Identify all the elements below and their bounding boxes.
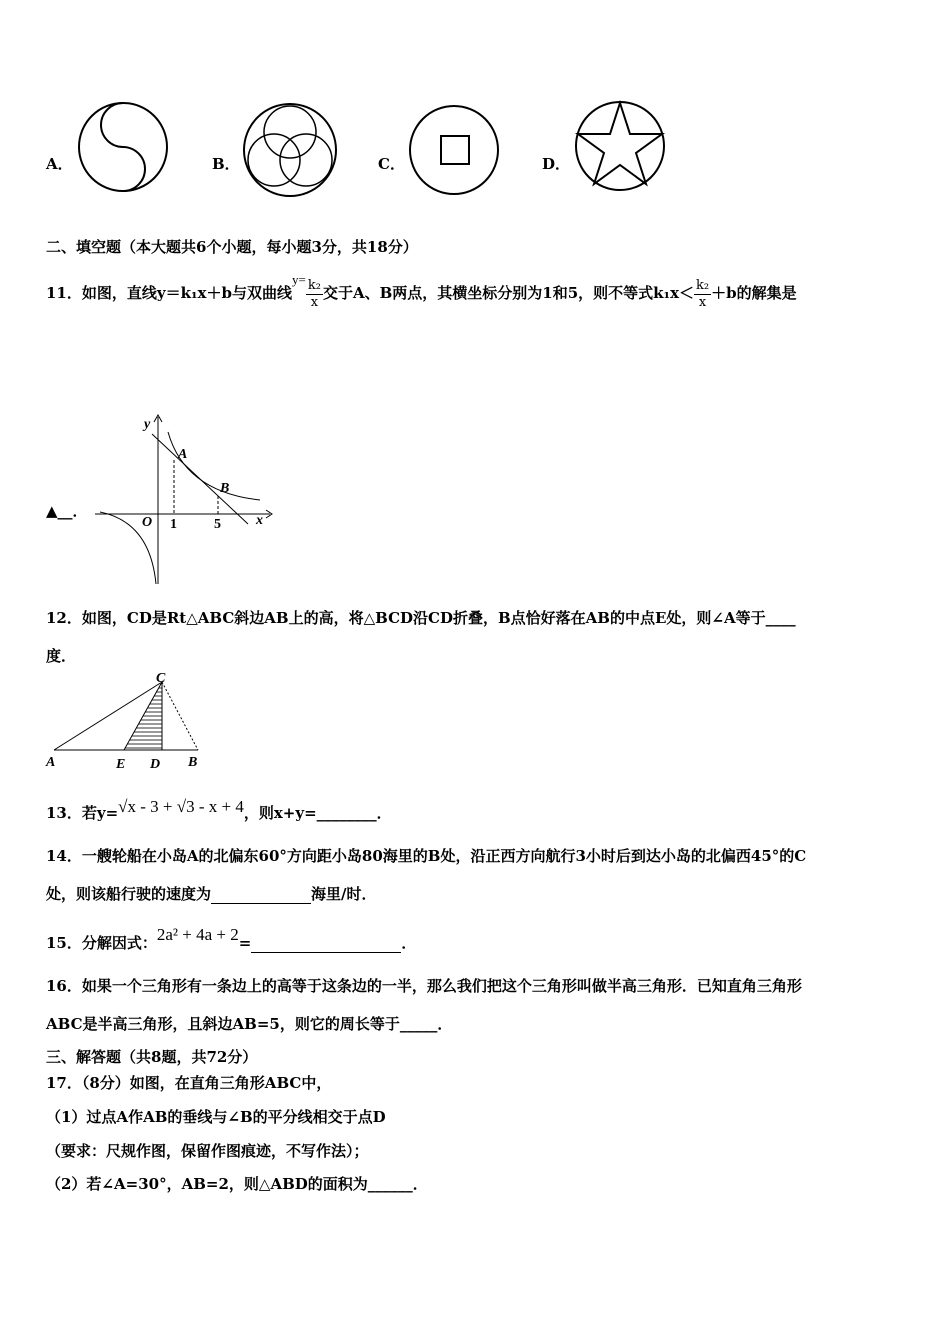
denominator: x [310, 294, 319, 310]
answer-marker: ▲ [46, 502, 58, 520]
q13-text-1: 13．若y= [46, 804, 119, 822]
q14-text: 处，则该船行驶的速度为 [46, 885, 212, 903]
option-a-label: A． [46, 155, 73, 173]
q17-line-1: 17．（8分）如图，在直角三角形ABC中， [46, 1074, 332, 1092]
question-15 [46, 925, 416, 953]
q13-expression: √x - 3 + √3 - x + 4 [118, 797, 244, 816]
q17-line-2: （1）过点A作AB的垂线与∠B的平分线相交于点D [46, 1108, 386, 1126]
tick-1-label: 1 [170, 517, 177, 532]
option-b-three-circles-figure [240, 102, 340, 198]
q17-line-3: （要求：尺规作图，保留作图痕迹，不写作法）； [46, 1142, 369, 1160]
q11-fraction-1 [306, 278, 323, 311]
question-11 [46, 272, 797, 311]
q14-line-1: 14．一艘轮船在小岛A的北偏东60°方向距小岛80海里的B处，沿正西方向航行3小时后到达小岛的北偏西45°的C [46, 847, 807, 865]
option-b-label: B． [212, 155, 240, 173]
point-a-label: A [46, 755, 56, 770]
y-axis-label: y [144, 417, 151, 432]
q11-fraction-2 [694, 278, 711, 311]
q14-unit: 海里/时． [311, 885, 377, 903]
q12-triangle-figure [42, 670, 212, 775]
q17-line-4: （2）若∠A=30°，AB=2，则△ABD的面积为______． [46, 1175, 428, 1193]
q15-text: 15．分解因式： [46, 934, 157, 952]
numerator: k₂ [696, 277, 710, 293]
point-b-label: B [188, 755, 198, 770]
q15-expression: 2a² + 4a + 2 [156, 925, 239, 944]
option-c-coin-figure [406, 104, 504, 196]
option-a-yin-yang-figure [76, 100, 172, 196]
option-d-label: D． [542, 155, 571, 173]
x-axis-label: x [256, 513, 263, 528]
section-3-title: 三、解答题（共8题，共72分） [46, 1048, 258, 1066]
tick-5-label: 5 [214, 517, 221, 532]
option-d-star-figure [574, 100, 668, 192]
point-e-label: E [116, 757, 126, 772]
q11-answer [46, 500, 88, 521]
q15-equals: = [238, 934, 252, 952]
question-13 [46, 797, 392, 823]
section-2-title: 二、填空题（本大题共6个小题，每小题3分，共18分） [46, 238, 418, 256]
point-c-label: C [156, 671, 166, 686]
q11-graph-figure [90, 412, 280, 587]
q16-line-1: 16．如果一个三角形有一条边上的高等于这条边的一半，那么我们把这个三角形叫做半高三角形．已知直角三角形 [46, 977, 802, 995]
numerator: k₂ [307, 277, 321, 293]
point-b-label: B [220, 481, 230, 496]
q15-period: ． [401, 934, 417, 952]
q13-text-2[interactable]: ，则x+y=________． [243, 804, 392, 822]
option-c-label: C． [378, 155, 405, 173]
q12-line-1: 12．如图，CD是Rt△ABC斜边AB上的高，将△BCD沿CD折叠，B点恰好落在AB的中点E处，则∠A等于____ [46, 609, 796, 627]
q11-text-1: 11．如图，直线y＝k₁x＋b与双曲线 [46, 284, 292, 302]
point-d-label: D [150, 757, 161, 772]
q16-line-2: ABC是半高三角形，且斜边AB=5，则它的周长等于_____． [46, 1015, 453, 1033]
q15-answer-blank[interactable] [251, 934, 401, 953]
q14-answer-blank[interactable] [211, 885, 311, 904]
q12-line-2: 度． [46, 647, 77, 665]
point-a-label: A [178, 447, 188, 462]
origin-label: O [142, 515, 153, 530]
q14-line-2 [46, 883, 377, 904]
q11-y-equals: y= [292, 272, 306, 287]
q11-text-2: 交于A、B两点，其横坐标分别为1和5，则不等式k₁x＜ [322, 284, 695, 302]
denominator: x [698, 294, 707, 310]
answer-blank[interactable]: __． [57, 502, 88, 520]
q11-text-3: ＋b的解集是 [711, 284, 797, 302]
